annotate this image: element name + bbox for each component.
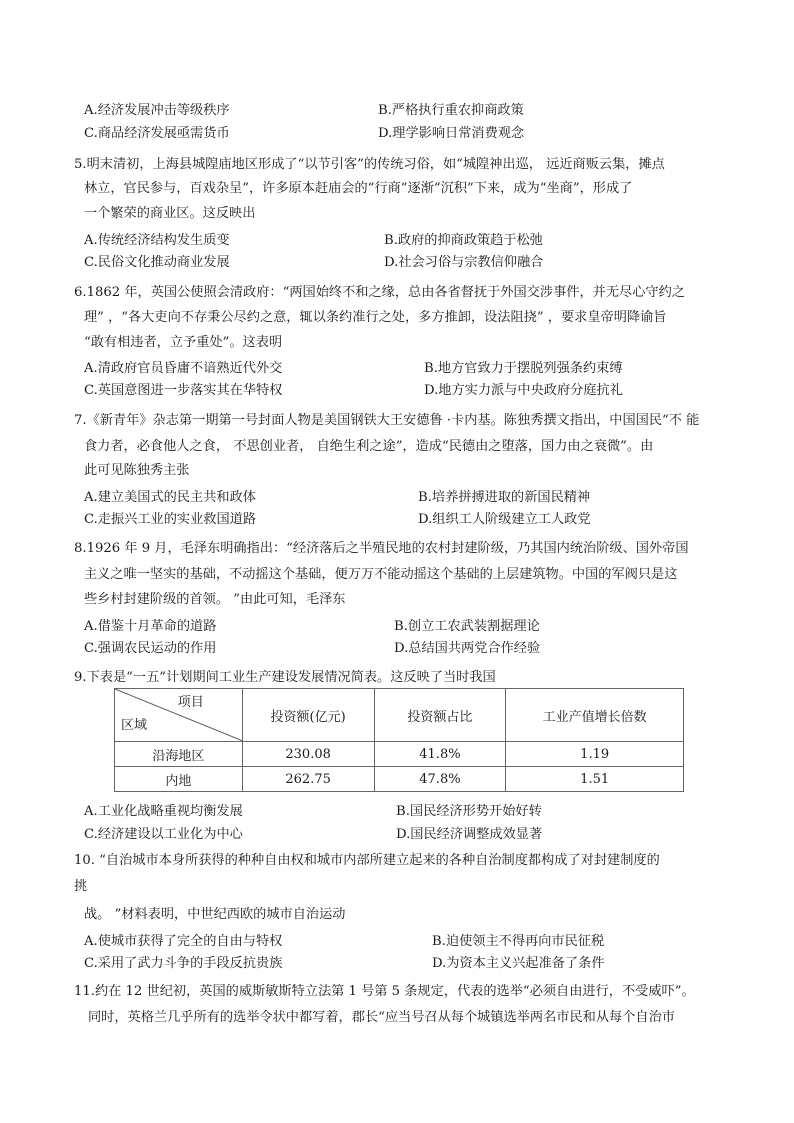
q6-option-b: B.地方官致力于摆脱列强条约束缚 — [424, 361, 623, 376]
q9-option-b: B.国民经济形势开始好转 — [396, 804, 542, 819]
corner-label-item: 项目 — [177, 695, 204, 710]
q8-stem-line1: 8.1926 年 9 月，毛泽东明确指出：“经济落后之半殖民地的农村封建阶级，乃其国内统治阶级、国外帝国 — [74, 541, 689, 556]
q6-option-d: D.地方实力派与中央政府分庭抗礼 — [424, 383, 623, 398]
q5-stem-line1: 5.明末清初，上海县城隍庙地区形成了“以节引客”的传统习俗，如“城隍神出巡， 远近商贩云集，摊点 — [74, 157, 665, 172]
q10-option-d: D.为资本主义兴起准备了条件 — [432, 956, 605, 971]
q9-stem-line1: 9.下表是“一五”计划期间工业生产建设发展情况简表。这反映了当时我国 — [74, 670, 496, 685]
q7-stem-line1: 7.《新青年》杂志第一期第一号封面人物是美国钢铁大王安德鲁 ·卡内基。陈独秀撰文指出，中国国民“不 能 — [74, 413, 700, 428]
q7-stem-line2: 食力者，必食他人之食， 不思创业者， 自绝生利之途”，造成“民德由之堕落，国力由之衰微”。由 — [84, 439, 654, 454]
q6-option-c: C.英国意图进一步落实其在华特权 — [84, 383, 283, 398]
q9-option-a: A.工业化战略重视均衡发展 — [84, 804, 243, 819]
q9-option-d: D.国民经济调整成效显著 — [396, 827, 543, 842]
table-region-cell: 内地 — [115, 767, 243, 792]
q10-stem-line3: 战。 ”材料表明，中世纪西欧的城市自治运动 — [84, 907, 346, 922]
q7-option-d: D.组织工人阶级建立工人政党 — [418, 512, 591, 527]
q4-option-b: B.严格执行重农抑商政策 — [378, 103, 524, 118]
table-cell: 230.08 — [242, 742, 374, 767]
q6-stem-line1: 6.1862 年，英国公使照会清政府：“两国始终不和之缘，总由各省督抚于外国交涉事件，并无尽心守约之 — [74, 285, 685, 300]
corner-label-region: 区域 — [121, 718, 148, 733]
q7-option-c: C.走振兴工业的实业救国道路 — [84, 512, 257, 527]
q5-option-c: C.民俗文化推动商业发展 — [84, 255, 230, 270]
table-row — [115, 742, 684, 767]
q4-option-d: D.理学影响日常消费观念 — [378, 126, 525, 141]
table-corner-cell — [115, 689, 243, 742]
q7-option-b: B.培养拼搏进取的新国民精神 — [418, 490, 591, 505]
q8-option-c: C.强调农民运动的作用 — [84, 641, 217, 656]
q5-stem-line3: 一个繁荣的商业区。这反映出 — [84, 206, 256, 221]
q6-option-a: A.清政府官员昏庸不谙熟近代外交 — [84, 361, 283, 376]
q10-option-a: A.使城市获得了完全的自由与特权 — [84, 934, 283, 949]
q5-option-b: B.政府的抑商政策趋于松弛 — [384, 233, 543, 248]
q5-stem-line2: 林立，官民参与，百戏杂呈”，许多原本赶庙会的“行商”逐渐“沉积”下来，成为“坐商”，形成了 — [84, 181, 633, 196]
q10-stem-line1: 10. “自治城市本身所获得的种种自由权和城市内部所建立起来的各种自治制度都构成了对封建制度的 — [74, 853, 660, 868]
q8-option-a: A.借鉴十月革命的道路 — [84, 619, 217, 634]
q4-option-c: C.商品经济发展亟需货币 — [84, 126, 230, 141]
table-row — [115, 767, 684, 792]
q10-option-c: C.采用了武力斗争的手段反抗贵族 — [84, 956, 283, 971]
table-header-row — [115, 689, 684, 742]
table-header-cell: 投资额占比 — [374, 689, 506, 742]
q11-stem-line2: 同时，英格兰几乎所有的选举令状中都写着，郡长“应当号召从每个城镇选举两名市民和从每个自治市 — [88, 1010, 675, 1025]
q6-stem-line2: 理” ，“各大吏向不存秉公尽约之意，辄以条约准行之处，多方推卸，设法阻挠” ，要求皇帝明降谕旨 — [84, 310, 667, 325]
q9-option-c: C.经济建设以工业化为中心 — [84, 827, 243, 842]
q6-stem-line3: “敢有相违者，立予重处”。这表明 — [84, 335, 283, 350]
q10-option-b: B.迫使领主不得再向市民征税 — [432, 934, 605, 949]
table-header-cell: 工业产值增长倍数 — [506, 689, 684, 742]
q4-option-a: A.经济发展冲击等级秩序 — [84, 103, 230, 118]
q8-stem-line2: 主义之唯一坚实的基础，不动摇这个基础，便万万不能动摇这个基础的上层建筑物。中国的军阀只是这 — [84, 567, 678, 582]
table-region-cell: 沿海地区 — [115, 742, 243, 767]
table-cell: 47.8% — [374, 767, 506, 792]
q5-option-a: A.传统经济结构发生质变 — [84, 233, 230, 248]
q10-stem-line2: 挑 — [74, 879, 88, 894]
table-cell: 41.8% — [374, 742, 506, 767]
investment-table — [114, 688, 684, 792]
table-cell: 1.19 — [506, 742, 684, 767]
q11-stem-line1: 11.约在 12 世纪初，英国的威斯敏斯特立法第 1 号第 5 条规定，代表的选举“必须自由进行，不受威吓”。 — [74, 984, 695, 999]
q7-stem-line3: 此可见陈独秀主张 — [84, 463, 190, 478]
table-cell: 1.51 — [506, 767, 684, 792]
q7-option-a: A.建立美国式的民主共和政体 — [84, 490, 256, 505]
table-cell: 262.75 — [242, 767, 374, 792]
q5-option-d: D.社会习俗与宗教信仰融合 — [384, 255, 544, 270]
q8-stem-line3: 些乡村封建阶级的首领。 ”由此可知，毛泽东 — [84, 592, 346, 607]
q8-option-d: D.总结国共两党合作经验 — [394, 641, 541, 656]
table-header-cell: 投资额(亿元) — [242, 689, 374, 742]
q8-option-b: B.创立工农武装割据理论 — [394, 619, 540, 634]
